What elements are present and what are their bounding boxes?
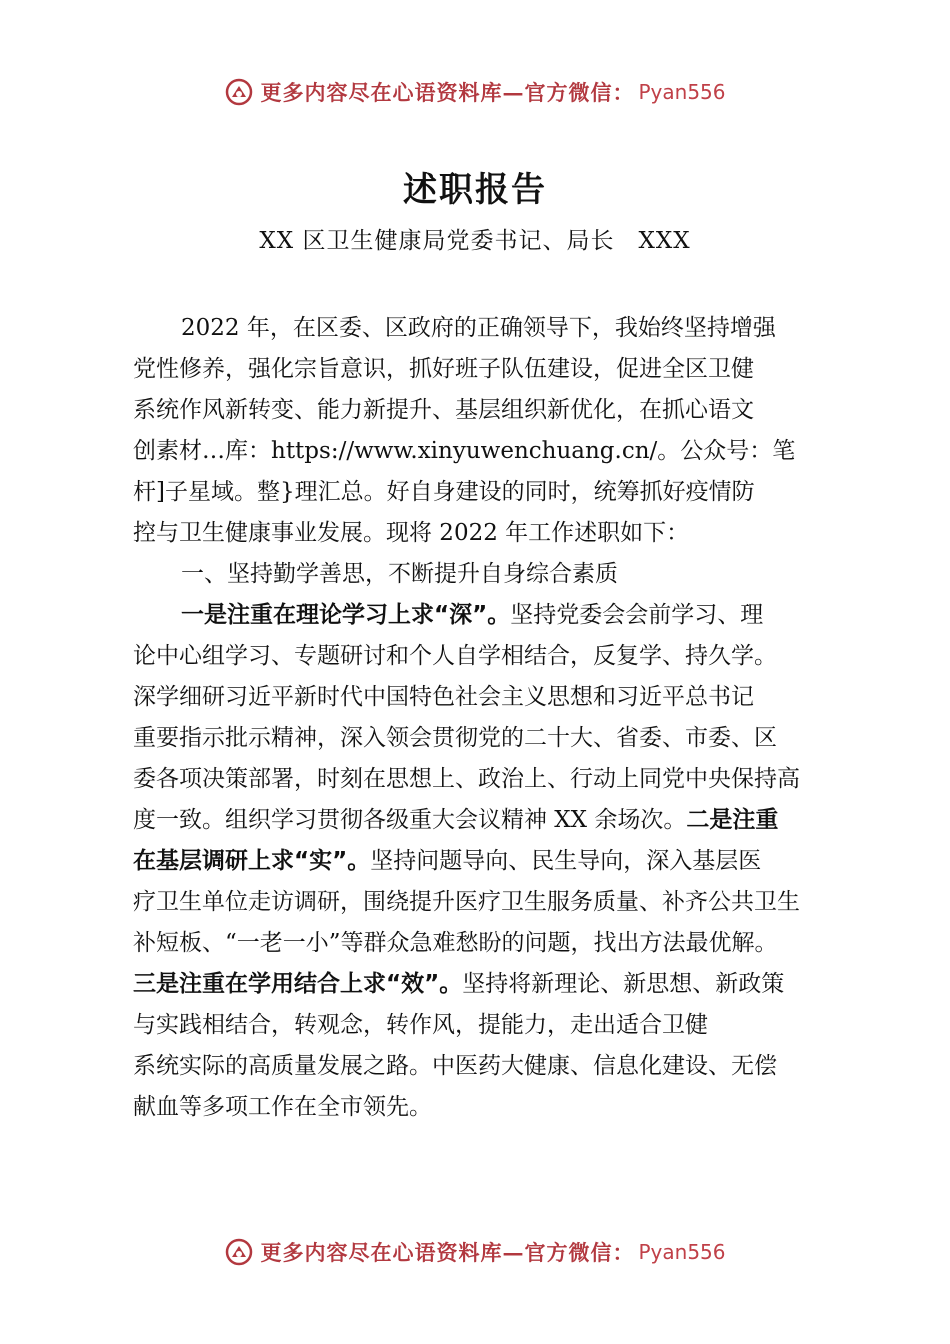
bold-lead: 二是注重 [686,807,779,833]
paragraph-line: 系统作风新转变、能力新提升、基层组织新优化，在抓心语文 [133,397,754,423]
paragraph-line [133,964,853,1005]
bold-lead: 在基层调研上求“实”。 [133,848,371,874]
paragraph-line: 献血等多项工作在全市领先。 [133,1094,432,1120]
watermark-text: 更多内容尽在心语资料库—官方微信： [260,80,635,105]
bold-lead: 一是注重在理论学习上求“深”。 [181,602,511,628]
paragraph-line: 论中心组学习、专题研讨和个人自学相结合，反复学、持久学。 [133,643,777,669]
paragraph-line: 补短板、“一老一小”等群众急难愁盼的问题，找出方法最优解。 [133,930,778,956]
paragraph-line: 与实践相结合，转观念，转作风，提能力，走出适合卫健 [133,1012,708,1038]
paragraph-line: 系统实际的高质量发展之路。中医药大健康、信息化建设、无偿 [133,1053,777,1079]
paragraph-line: 深学细研习近平新时代中国特色社会主义思想和习近平总书记 [133,684,754,710]
paragraph-line [133,595,853,636]
paragraph-text: 坚持党委会会前学习、理 [510,602,764,628]
bold-lead: 三是注重在学用结合上求“效”。 [133,971,463,997]
paragraph-text: 坚持问题导向、民生导向，深入基层医 [370,848,762,874]
document-body [133,308,853,1128]
watermark-text: 更多内容尽在心语资料库—官方微信： [260,1240,635,1265]
paragraph-text: 坚持将新理论、新思想、新政策 [462,971,785,997]
paragraph-line: 创素材…库：https://www.xinyuwenchuang.cn/。公众号：笔 [133,438,796,464]
paragraph-line [133,800,853,841]
brand-logo-icon [224,77,254,107]
document-title: 述职报告 [403,170,547,210]
watermark-wechat-id: Pyan556 [638,80,726,104]
watermark-wechat-id: Pyan556 [638,1240,726,1264]
brand-logo-icon [224,1237,254,1267]
document-subtitle: XX 区卫生健康局党委书记、局长 XXX [259,228,691,254]
paragraph-line: 党性修养，强化宗旨意识，抓好班子队伍建设，促进全区卫健 [133,356,754,382]
paragraph-line: 委各项决策部署，时刻在思想上、政治上、行动上同党中央保持高 [133,766,800,792]
paragraph-line: 杆]子星域。整}理汇总。好自身建设的同时，统筹抓好疫情防 [133,479,755,505]
section-heading: 一、坚持勤学善思，不断提升自身综合素质 [181,561,618,587]
paragraph-line [133,841,853,882]
watermark-banner-top [0,72,950,112]
paragraph-line: 控与卫生健康事业发展。现将 2022 年工作述职如下： [133,520,690,546]
paragraph-line: 疗卫生单位走访调研，围绕提升医疗卫生服务质量、补齐公共卫生 [133,889,800,915]
paragraph-text: 度一致。组织学习贯彻各级重大会议精神 XX 余场次。 [133,807,687,833]
paragraph-line: 2022 年，在区委、区政府的正确领导下，我始终坚持增强 [181,315,776,341]
watermark-banner-bottom [0,1232,950,1272]
paragraph-line: 重要指示批示精神，深入领会贯彻党的二十大、省委、市委、区 [133,725,777,751]
